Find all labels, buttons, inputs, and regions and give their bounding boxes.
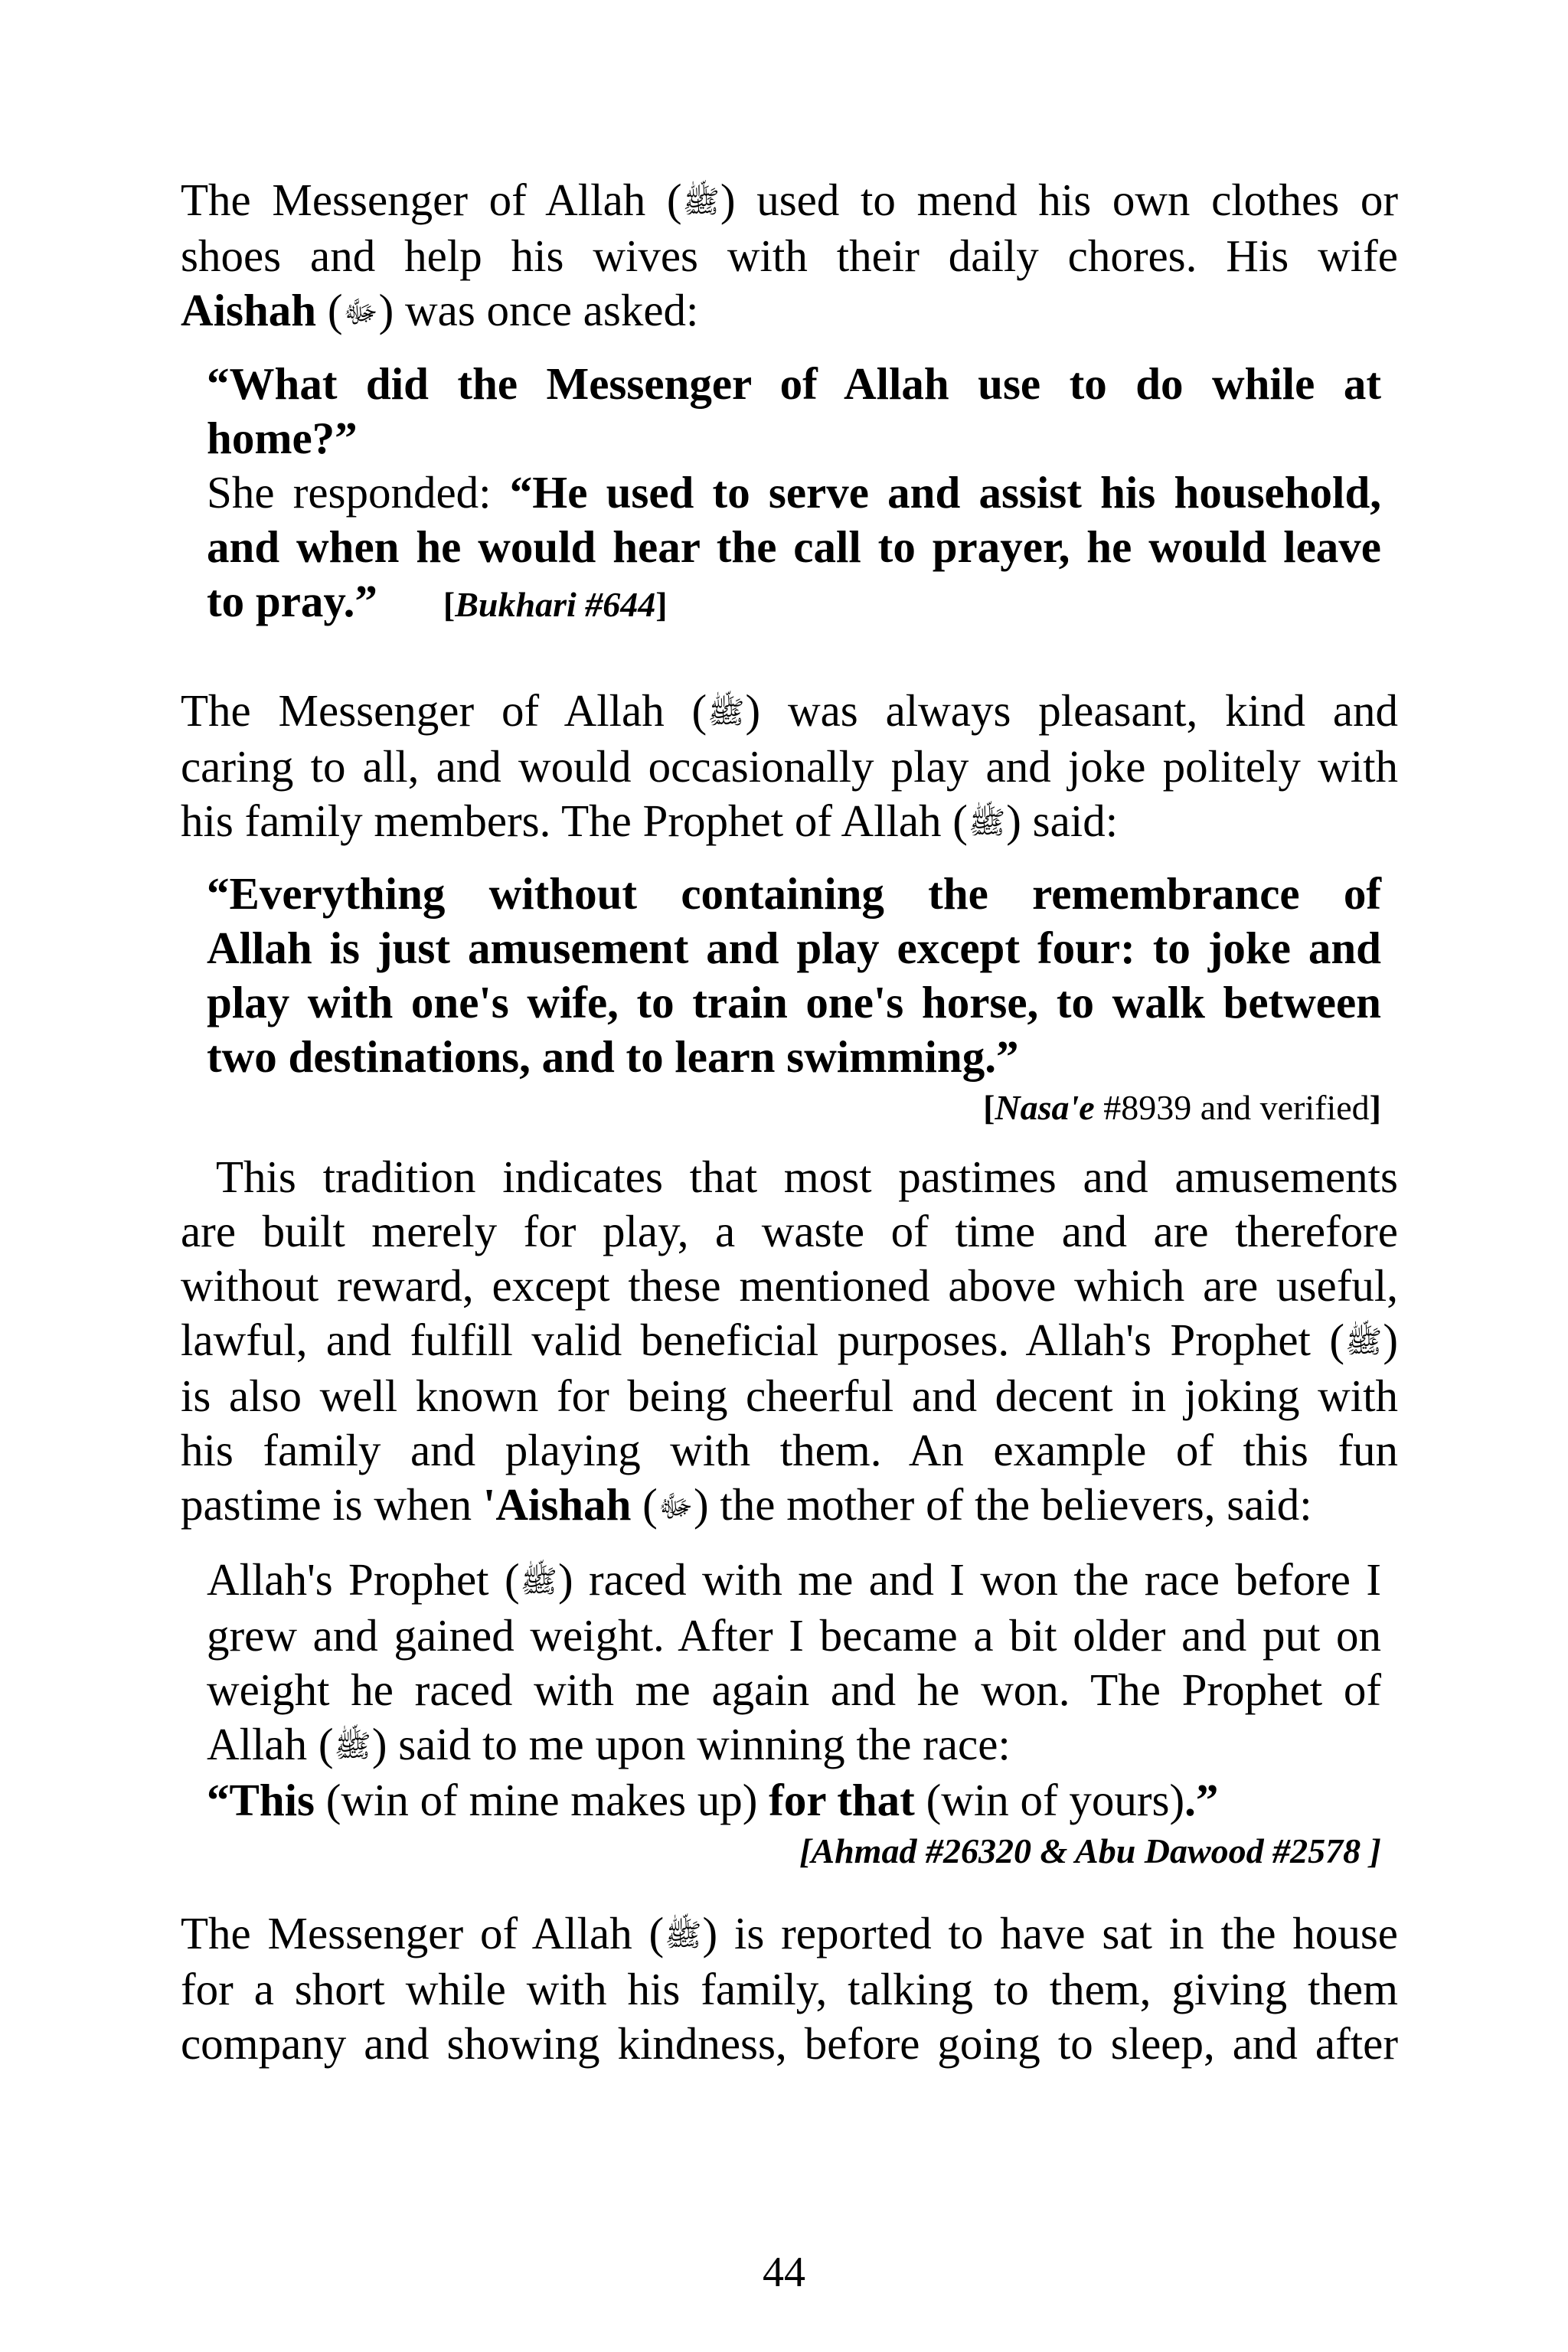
quote-3 (207, 1553, 1381, 1875)
p3-line-4 (181, 1313, 1398, 1369)
p1-text: ) was once asked: (378, 285, 699, 335)
bracket: ] (655, 585, 668, 624)
bracket: [ (983, 1088, 995, 1127)
q3-text: Allah ( (207, 1719, 334, 1769)
p2-line-3 (181, 794, 1398, 850)
name-aishah: 'Aishah (482, 1479, 632, 1530)
citation: [Ahmad #26320 & Abu Dawood #2578 ] (799, 1831, 1381, 1870)
p1-text: ) used to mend his own clothes or (720, 175, 1399, 225)
salutation-icon: ﷺ (334, 1729, 371, 1763)
p3-line-6: his family and playing with them. An example of this fun (181, 1425, 1398, 1475)
p2-text: ) was always pleasant, kind and (745, 685, 1399, 736)
bracket: [ (443, 585, 456, 624)
quote-2 (207, 867, 1381, 1132)
p3-line-1: This tradition indicates that most pastimes and amusements (216, 1152, 1398, 1202)
p3-text: ) the mother of the believers, said: (693, 1479, 1312, 1530)
q3-text: ) said to me upon winning the race: (371, 1719, 1011, 1769)
q3-line-3: weight he raced with me again and he won. The Prophet of (207, 1664, 1381, 1715)
citation (207, 1084, 1381, 1132)
salutation-icon: ﷺ (968, 805, 1006, 840)
p2-text: The Messenger of Allah ( (181, 685, 707, 736)
q3-text: Allah's Prophet ( (207, 1554, 520, 1605)
p3-line-2: are built merely for play, a waste of time and are therefore (181, 1206, 1398, 1256)
p4-text: ) is reported to have sat in the house (702, 1908, 1398, 1958)
p3-text: ) (1383, 1315, 1398, 1365)
p1-line-2: shoes and help his wives with their daily chores. His wife (181, 230, 1398, 281)
q1-question-line-2: home?” (207, 413, 358, 463)
p2-line-1 (181, 684, 1398, 740)
p2-text: ) said: (1006, 795, 1119, 846)
citation-source: Bukhari #644 (455, 585, 656, 624)
salutation-icon: ﷺ (665, 1918, 702, 1952)
q3-line-2: grew and gained weight. After I became a bit older and put on (207, 1610, 1381, 1661)
q3-line-5 (207, 1773, 1381, 1828)
salutation-icon: ﷻ (658, 1489, 693, 1524)
p4-line-3: company and showing kindness, before going to sleep, and after (181, 2018, 1398, 2069)
citation (443, 585, 668, 624)
q2-line-2: Allah is just amusement and play except four: to joke and (207, 923, 1381, 973)
quote-1 (207, 357, 1381, 632)
q3-bold: “This (207, 1775, 315, 1825)
p3-text: pastime is when (181, 1479, 483, 1530)
q1-answer-line-3 (207, 574, 1381, 632)
citation-source: Nasa'e (995, 1088, 1095, 1127)
paragraph-1 (181, 173, 1398, 339)
q3-bold: for that (769, 1775, 915, 1825)
salutation-icon: ﷻ (343, 295, 378, 329)
p1-line-3 (181, 283, 1398, 339)
q1-answer-line-1 (207, 466, 1381, 520)
p4-text: The Messenger of Allah ( (181, 1908, 665, 1958)
salutation-icon: ﷺ (1345, 1325, 1383, 1359)
paragraph-2 (181, 684, 1398, 850)
paragraph-3 (181, 1150, 1398, 1534)
p3-text: lawful, and fulfill valid beneficial purposes. Allah's Prophet ( (181, 1315, 1345, 1365)
answer-intro: She responded: (207, 467, 510, 518)
p1-text: ( (316, 285, 343, 335)
salutation-icon: ﷺ (520, 1564, 557, 1599)
q2-line-1: “Everything without containing the remembrance of (207, 868, 1381, 919)
p4-line-2: for a short while with his family, talking to them, giving them (181, 1964, 1398, 2014)
paragraph-4 (181, 1906, 1398, 2071)
q3-text: (win of mine makes up) (315, 1775, 769, 1825)
answer-text: “He used to serve and assist his household, (509, 467, 1382, 518)
q3-line-4 (207, 1717, 1381, 1773)
p3-line-3: without reward, except these mentioned above which are useful, (181, 1260, 1398, 1311)
q1-question-line-1: “What did the Messenger of Allah use to do while at (207, 358, 1381, 409)
q3-bold: .” (1184, 1775, 1219, 1825)
p4-line-1 (181, 1906, 1398, 1962)
bracket: ] (1369, 1088, 1381, 1127)
q3-line-1 (207, 1553, 1381, 1609)
q2-line-3: play with one's wife, to train one's horse, to walk between (207, 977, 1381, 1027)
name-aishah: Aishah (181, 285, 317, 335)
p3-text: ( (631, 1479, 658, 1530)
p3-line-5: is also well known for being cheerful and decent in joking with (181, 1370, 1398, 1421)
q3-text: ) raced with me and I won the race before I (557, 1554, 1382, 1605)
q3-text: (win of yours) (914, 1775, 1185, 1825)
p1-text: The Messenger of Allah ( (181, 175, 682, 225)
page-number: 44 (763, 2249, 805, 2296)
q2-line-4: two destinations, and to learn swimming.” (207, 1031, 1019, 1082)
p3-line-7 (181, 1478, 1398, 1534)
p1-line-1 (181, 173, 1398, 229)
citation-detail: #8939 and verified (1094, 1088, 1370, 1127)
salutation-icon: ﷺ (682, 185, 720, 219)
p2-text: his family members. The Prophet of Allah ( (181, 795, 968, 846)
q1-answer-line-2: and when he would hear the call to prayer, he would leave (207, 521, 1381, 572)
p2-line-2: caring to all, and would occasionally play and joke politely with (181, 741, 1398, 792)
salutation-icon: ﷺ (707, 695, 745, 730)
answer-text: to pray.” (207, 576, 377, 626)
